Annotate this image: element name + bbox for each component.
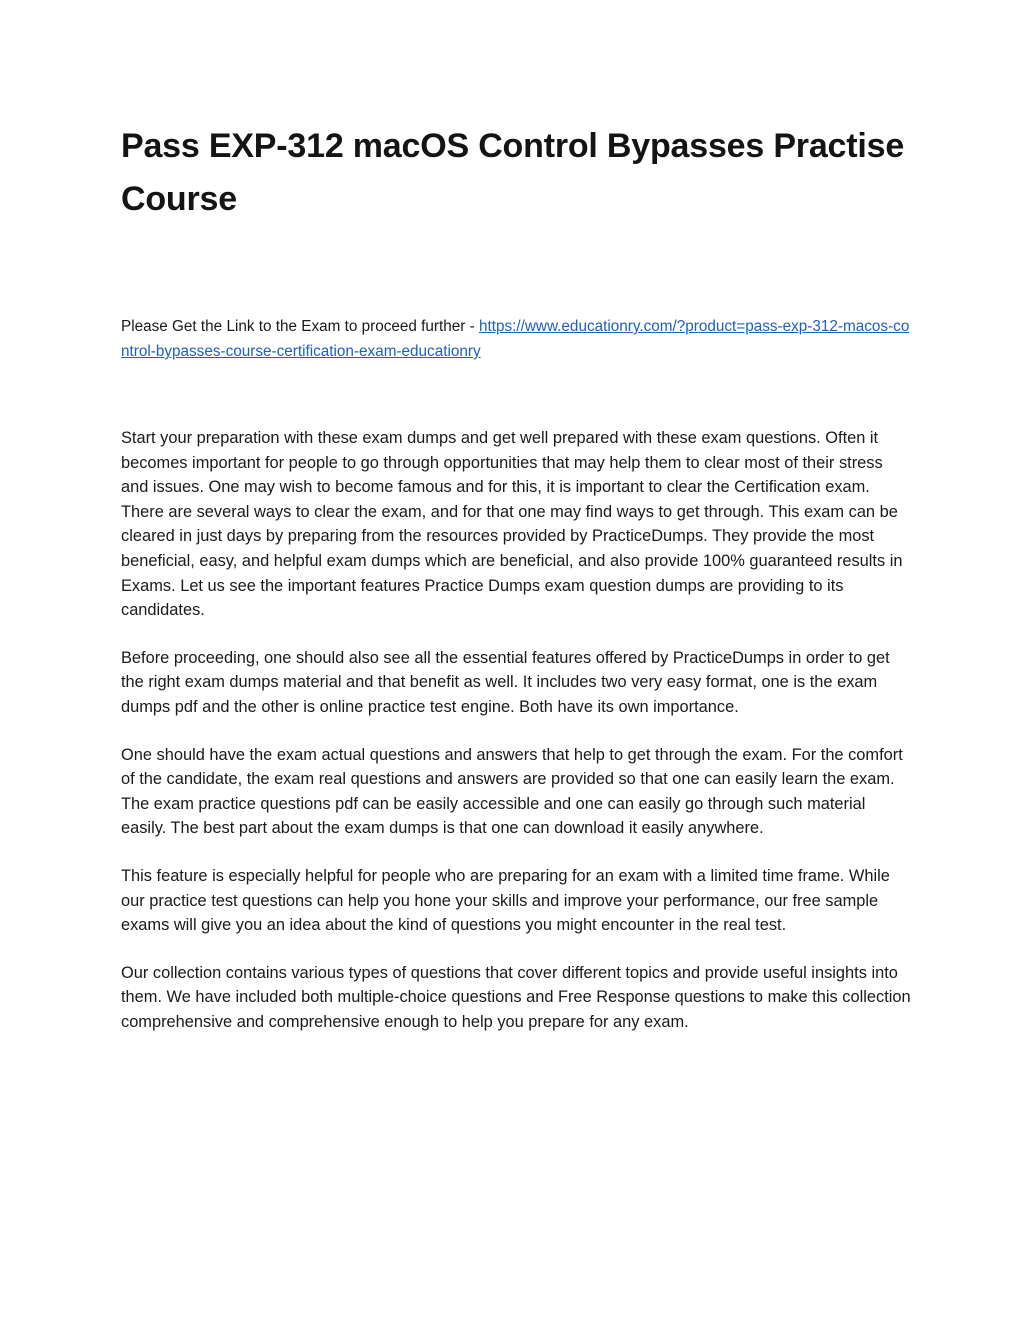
body-paragraph-4: This feature is especially helpful for people who are preparing for an exam with a limited time frame. While our practice test questions can help you hone your skills and improve your performance, our free sample exams will give you an idea about the kind of questions you might encounter in the real test. bbox=[121, 866, 890, 935]
link-intro-text: Please Get the Link to the Exam to proceed further - bbox=[121, 318, 479, 335]
body-paragraph-5: Our collection contains various types of questions that cover different topics and provide useful insights into them. We have included both multiple-choice questions and Free Response questions to make this collection comprehensive and comprehensive enough to help you prepare for any exam. bbox=[121, 963, 911, 1031]
page-title: Pass EXP-312 macOS Control Bypasses Practise Course bbox=[121, 127, 905, 218]
body-content bbox=[121, 426, 911, 1057]
body-paragraph-3: One should have the exam actual questions and answers that help to get through the exam. For the comfort of the candidate, the exam real questions and answers are provided so that one can easily learn the exam. The exam practice questions pdf can be easily accessible and one can easily go through such material easily. The best part about the exam dumps is that one can download it easily anywhere. bbox=[121, 745, 903, 838]
exam-link[interactable]: https://www.educationry.com/?product=pass-exp-312-macos-control-bypasses-course-certification-exam-educationry bbox=[121, 318, 910, 360]
body-paragraph-2: Before proceeding, one should also see all the essential features offered by PracticeDumps in order to get the right exam dumps material and that benefit as well. It includes two very easy format, one is the exam dumps pdf and the other is online practice test engine. Both have its own importance. bbox=[121, 648, 890, 716]
body-paragraph-1: Start your preparation with these exam dumps and get well prepared with these exam questions. Often it becomes important for people to go through opportunities that may help them to clear most of their stress and issues. One may wish to become famous and for this, it is important to clear the Certification exam. There are several ways to clear the exam, and for that one may find ways to get through. This exam can be cleared in just days by preparing from the resources provided by PracticeDumps. They provide the most beneficial, easy, and helpful exam dumps which are beneficial, and also provide 100% guaranteed results in Exams. Let us see the important features Practice Dumps exam question dumps are providing to its candidates. bbox=[121, 429, 903, 620]
exam-link-paragraph bbox=[121, 314, 911, 364]
